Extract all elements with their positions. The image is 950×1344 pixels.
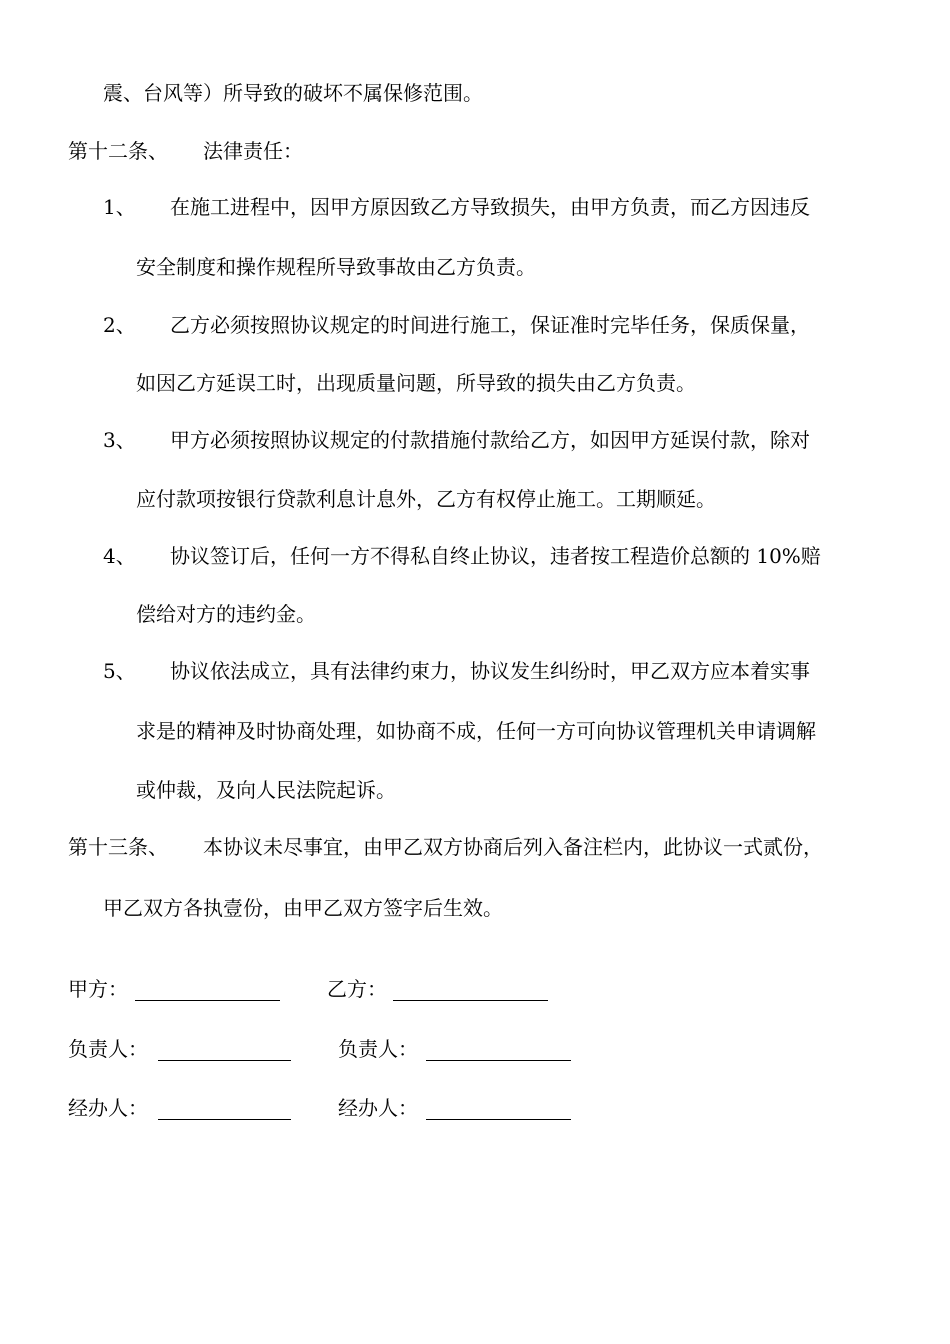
article-13-heading: 第十三条、 [68,835,168,859]
item-number: 2、 [103,313,136,337]
handler-a-label: 经办人： [68,1096,148,1120]
item-text: 应付款项按银行贷款利息计息外，乙方有权停止施工。工期顺延。 [136,487,716,511]
continuation-text: 震、台风等）所导致的破坏不属保修范围。 [103,81,483,105]
party-a-signature-line[interactable] [135,978,280,1001]
item-text: 在施工进程中，因甲方原因致乙方导致损失，由甲方负责，而乙方因违反 [170,195,810,219]
item-number: 1、 [103,195,136,219]
party-b-signature-line[interactable] [393,978,548,1001]
item-text: 偿给对方的违约金。 [136,602,316,626]
item-text: 甲方必须按照协议规定的付款措施付款给乙方，如因甲方延误付款，除对 [170,428,810,452]
article-12-heading: 第十二条、 [68,139,168,163]
item-text: 安全制度和操作规程所导致事故由乙方负责。 [136,255,536,279]
handler-b-label: 经办人： [338,1096,418,1120]
item-text: 协议依法成立，具有法律约束力，协议发生纠纷时，甲乙双方应本着实事 [170,659,810,683]
item-text: 求是的精神及时协商处理，如协商不成，任何一方可向协议管理机关申请调解 [136,719,816,743]
article-13-text: 甲乙双方各执壹份，由甲乙双方签字后生效。 [103,896,503,920]
item-text: 乙方必须按照协议规定的时间进行施工，保证准时完毕任务，保质保量， [170,313,810,337]
responsible-b-label: 负责人： [338,1037,418,1061]
article-13-text: 本协议未尽事宜，由甲乙双方协商后列入备注栏内，此协议一式贰份， [203,835,823,859]
item-text: 协议签订后，任何一方不得私自终止协议，违者按工程造价总额的 10%赔 [170,544,821,568]
item-text: 如因乙方延误工时，出现质量问题，所导致的损失由乙方负责。 [136,371,696,395]
responsible-a-label: 负责人： [68,1037,148,1061]
item-number: 3、 [103,428,136,452]
article-12-title: 法律责任： [203,139,303,163]
item-number: 4、 [103,544,136,568]
responsible-a-signature-line[interactable] [158,1038,291,1061]
party-a-label: 甲方： [68,977,128,1001]
party-b-label: 乙方： [327,977,387,1001]
handler-b-signature-line[interactable] [426,1097,571,1120]
handler-a-signature-line[interactable] [158,1097,291,1120]
item-text: 或仲裁，及向人民法院起诉。 [136,778,396,802]
item-number: 5、 [103,659,136,683]
responsible-b-signature-line[interactable] [426,1038,571,1061]
